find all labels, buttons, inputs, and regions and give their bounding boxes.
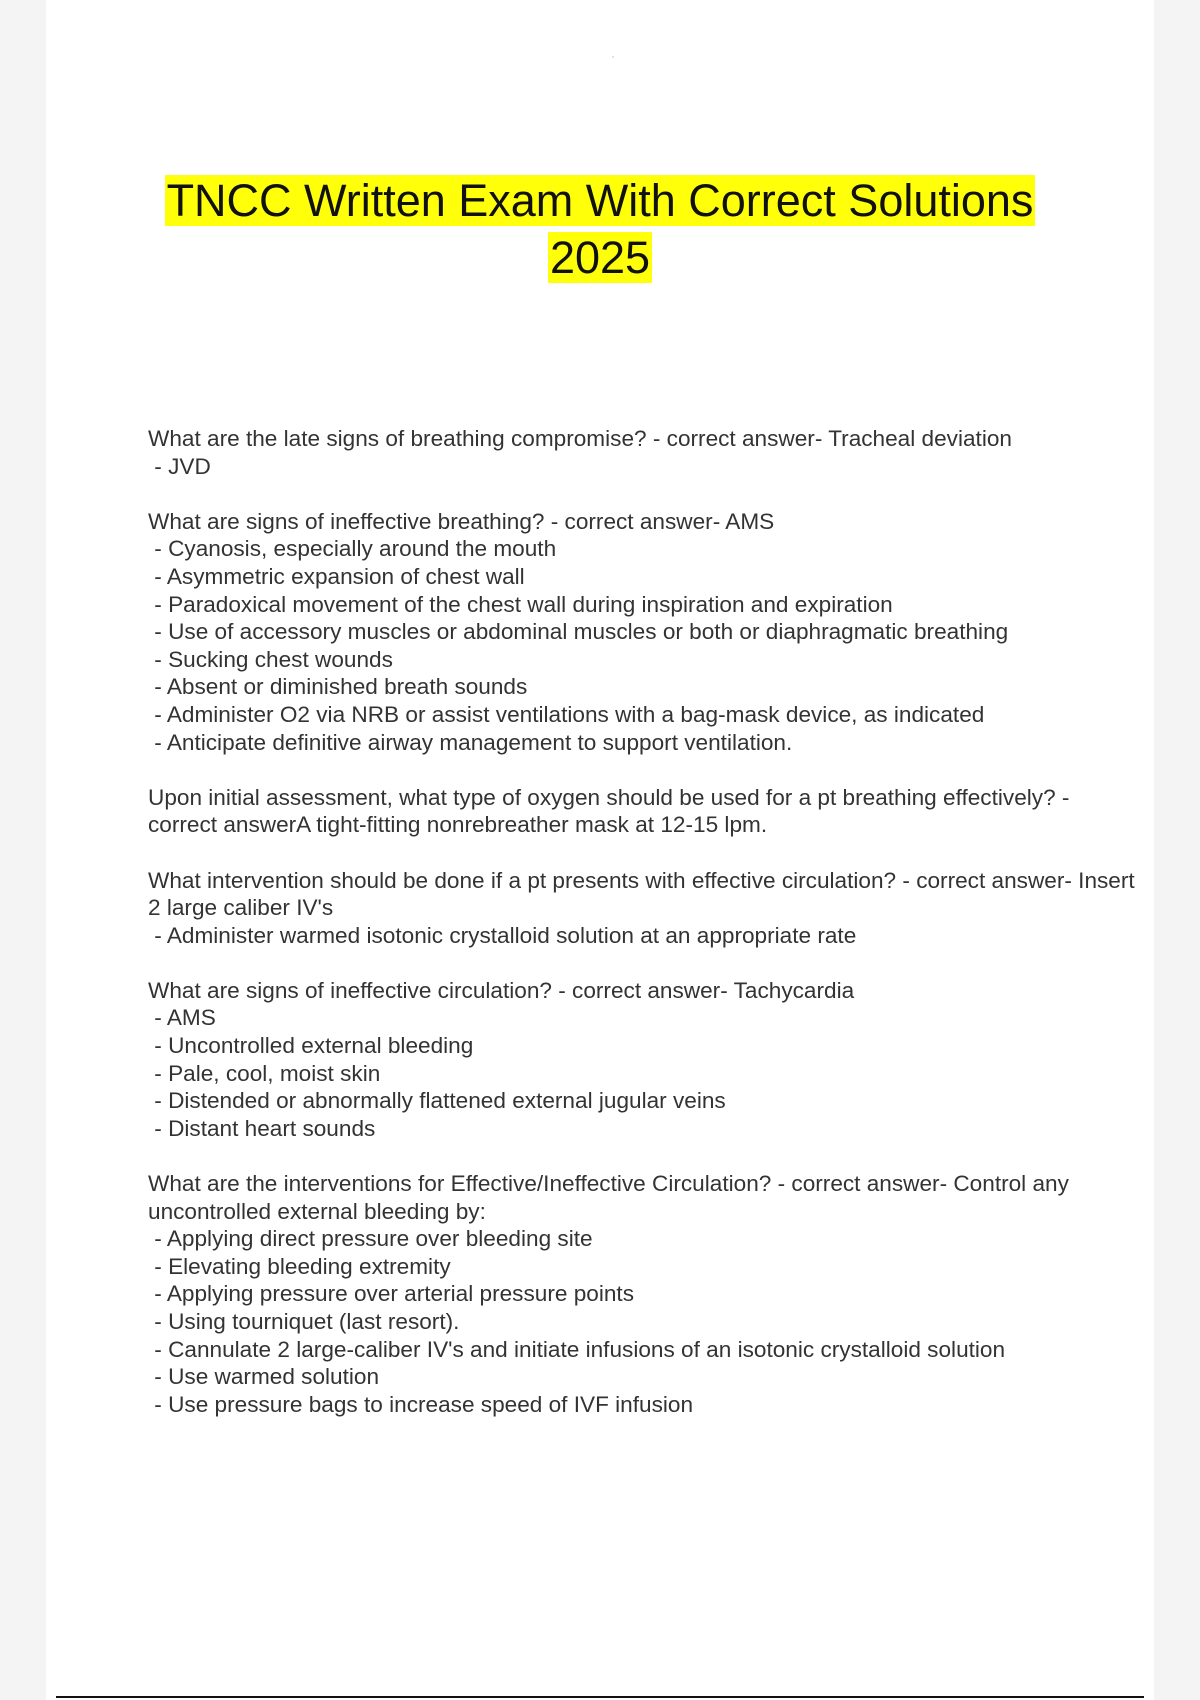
title-line-1: TNCC Written Exam With Correct Solutions <box>166 175 1034 226</box>
qa-answer-item: - Cyanosis, especially around the mouth <box>148 536 557 562</box>
document-title <box>46 172 1154 286</box>
qa-answer-item: - Paradoxical movement of the chest wall during inspiration and expiration <box>148 591 893 617</box>
scan-speck <box>612 56 614 58</box>
qa-block <box>148 508 1138 756</box>
qa-answer-item: - Applying direct pressure over bleeding site <box>148 1226 593 1252</box>
qa-answer-item: - Asymmetric expansion of chest wall <box>148 563 525 589</box>
qa-answer-item: - Applying pressure over arterial pressure points <box>148 1281 634 1307</box>
qa-answer-item: - Absent or diminished breath sounds <box>148 674 528 700</box>
qa-answer-item: - Use pressure bags to increase speed of IVF infusion <box>148 1391 694 1417</box>
qa-answer-item: - Use of accessory muscles or abdominal muscles or both or diaphragmatic breathing <box>148 619 1009 645</box>
qa-answer-item: - Sucking chest wounds <box>148 646 393 672</box>
document-page <box>46 0 1154 1700</box>
qa-answer-item: - Pale, cool, moist skin <box>148 1060 381 1086</box>
qa-answer-item: - Administer warmed isotonic crystalloid solution at an appropriate rate <box>148 922 857 948</box>
title-line-2: 2025 <box>549 232 651 283</box>
qa-question: What intervention should be done if a pt presents with effective circulation? - correct answer- Insert 2 large caliber IV's <box>148 867 1141 921</box>
qa-block <box>148 977 1138 1143</box>
qa-answer-item: - Using tourniquet (last resort). <box>148 1309 460 1334</box>
qa-question: Upon initial assessment, what type of oxygen should be used for a pt breathing effectively? - correct answerA tight-fitting nonrebreather mask at 12-15 lpm. <box>148 784 1076 838</box>
qa-block <box>148 784 1138 839</box>
qa-answer-item: - AMS <box>148 1005 216 1031</box>
qa-answer-item: - Administer O2 via NRB or assist ventilations with a bag-mask device, as indicated <box>148 701 985 727</box>
qa-list <box>148 425 1141 1446</box>
qa-question: What are the late signs of breathing compromise? - correct answer- Tracheal deviation <box>148 426 1012 451</box>
qa-block <box>148 867 1141 950</box>
qa-block <box>148 425 1138 480</box>
qa-answer-item: - Elevating bleeding extremity <box>148 1253 451 1279</box>
qa-answer-item: - Use warmed solution <box>148 1364 380 1390</box>
qa-answer-item: - Uncontrolled external bleeding <box>148 1033 474 1059</box>
qa-answer-item: - JVD <box>148 453 211 479</box>
qa-answer-item: - Cannulate 2 large-caliber IV's and initiate infusions of an isotonic crystalloid solution <box>148 1336 1006 1362</box>
qa-question: What are signs of ineffective breathing? - correct answer- AMS <box>148 508 775 534</box>
qa-block <box>148 1170 1138 1418</box>
qa-question: What are the interventions for Effective/Ineffective Circulation? - correct answer- Control any uncontrolled external bleeding by: <box>148 1171 1076 1224</box>
qa-answer-item: - Distant heart sounds <box>148 1115 376 1141</box>
qa-question: What are signs of ineffective circulation? - correct answer- Tachycardia <box>148 977 855 1003</box>
bottom-divider <box>56 1696 1144 1698</box>
qa-answer-item: - Anticipate definitive airway management to support ventilation. <box>148 729 793 755</box>
qa-answer-item: - Distended or abnormally flattened external jugular veins <box>148 1088 726 1114</box>
title-block <box>46 172 1154 286</box>
